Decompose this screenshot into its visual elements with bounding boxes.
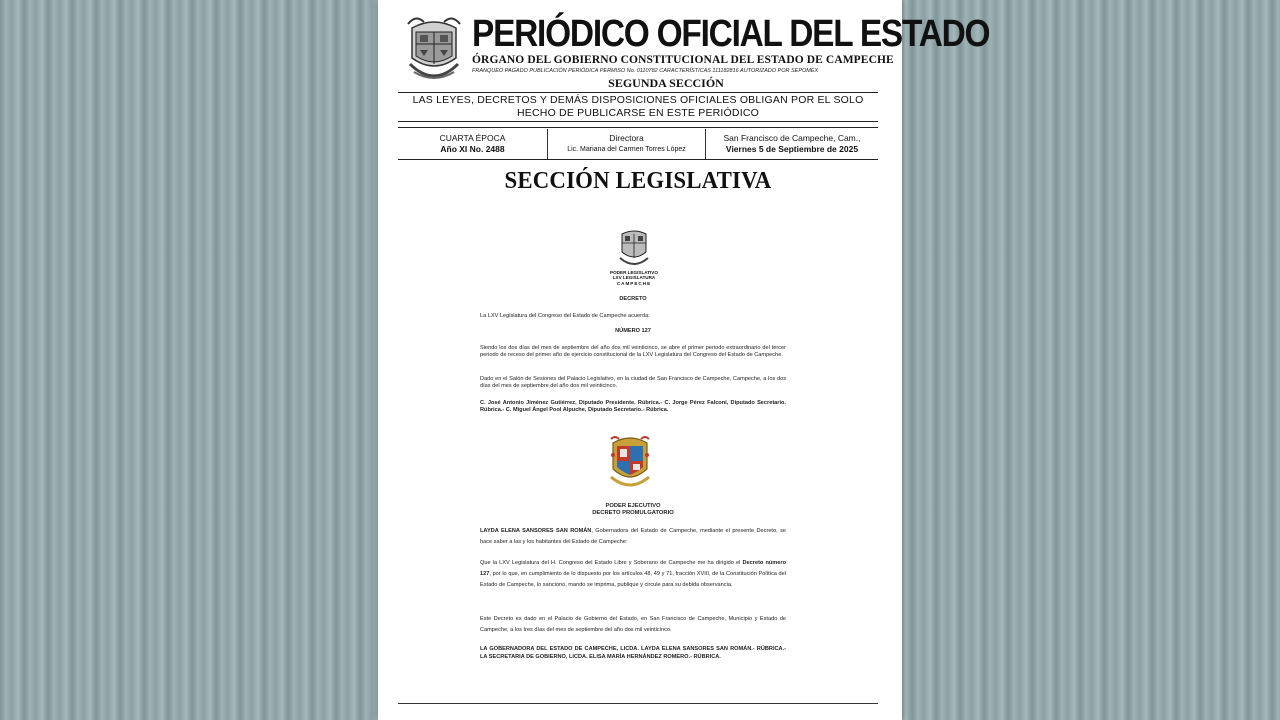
place: San Francisco de Campeche, Cam., bbox=[723, 133, 861, 143]
decree-intro: La LXV Legislatura del Congreso del Estado de Campeche acuerda: bbox=[480, 313, 650, 319]
legislative-section-title: SECCIÓN LEGISLATIVA bbox=[504, 168, 772, 194]
newspaper-title: PERIÓDICO OFICIAL DEL ESTADO bbox=[472, 13, 990, 55]
legal-notice-line2: HECHO DE PUBLICARSE EN ESTE PERIÓDICO bbox=[517, 107, 759, 119]
campeche-coat-of-arms-icon bbox=[607, 435, 653, 491]
decree-signatures: C. José Antonio Jiménez Gutiérrez, Diputado Presidente. Rúbrica.- C. Jorge Pérez Falconi, Diputado Secretario. Rúbrica.- C. Miguel Ángel Pool Alpuche, Diputado Secretario.- Rúbrica. bbox=[480, 400, 786, 414]
footer-divider bbox=[398, 703, 878, 704]
masthead bbox=[402, 10, 990, 92]
infobar-top-rule bbox=[398, 127, 878, 128]
legislature-logo-line1: PODER LEGISLATIVO bbox=[610, 270, 658, 275]
director-info bbox=[548, 129, 706, 159]
infobar-bottom-rule bbox=[398, 159, 878, 160]
executive-heading bbox=[480, 503, 786, 518]
section-label: SEGUNDA SECCIÓN bbox=[608, 76, 724, 90]
issue-epoch bbox=[398, 129, 548, 159]
issue-place-date bbox=[706, 129, 878, 159]
executive-paragraph-3: Este Decreto es dado en el Palacio de Gobierno del Estado, en San Francisco de Campeche, Municipio y Estado de Campeche, a los tres días del mes de septiembre del año dos mil veinticinco. bbox=[480, 616, 786, 633]
decree-paragraph-1: Siendo los dos días del mes de septiembre del año dos mil veinticinco, se abre el primer periodo extraordinario del tercer periodo de receso del primer año de ejercicio constitucional de la LXV Legislatura del Congreso del Estado de Campeche. bbox=[480, 345, 786, 359]
issue-info-bar bbox=[398, 129, 878, 159]
director-label: Directora bbox=[609, 133, 644, 143]
executive-paragraph-1 bbox=[480, 526, 786, 548]
notice-divider bbox=[398, 121, 878, 122]
issue-date: Viernes 5 de Septiembre de 2025 bbox=[725, 144, 859, 154]
legislature-logo-line3: CAMPECHE bbox=[616, 280, 652, 286]
decree-paragraph-2: Dado en el Salón de Sesiones del Palacio Legislativo, en la ciudad de San Francisco de Campeche, Campeche, a los dos días del mes de septiembre del año dos mil veinticinco. bbox=[480, 376, 786, 390]
epoch-label: CUARTA ÉPOCA bbox=[439, 133, 506, 143]
executive-paragraph-2-rest: , por lo que, en cumplimiento de lo dispuesto por los artículos 48, 49 y 71, fracción XVIII, de la Constitución Política del Estado de Campeche, lo sanciono, mando se imprima, publique y circule para su debida observancia. bbox=[480, 571, 786, 588]
postage-permit: FRANQUEO PAGADO PUBLICACIÓN PERIÓDICA PERMISO No. 0110782 CARACTERÍSTICAS 111182816 AUTORIZADO POR SEPOMEX bbox=[472, 68, 819, 74]
executive-signatures: LA GOBERNADORA DEL ESTADO DE CAMPECHE, LICDA. LAYDA ELENA SANSORES SAN ROMÁN.- RÚBRICA.- LA SECRETARIA DE GOBIERNO, LICDA. ELISA MARÍA HERNÁNDEZ ROMERO.- RÚBRICA. bbox=[480, 646, 786, 660]
decree-heading: DECRETO bbox=[619, 296, 647, 302]
promulgation-title: DECRETO PROMULGATORIO bbox=[592, 510, 674, 517]
document-page bbox=[378, 0, 990, 720]
header-divider bbox=[398, 92, 878, 93]
legislature-crest-icon bbox=[617, 228, 651, 268]
executive-paragraph-2-start: Que la LXV Legislatura del H. Congreso del Estado Libre y Soberano de Campeche me ha dirigido el bbox=[480, 560, 743, 566]
decree-reference: Decreto número 127 bbox=[480, 560, 786, 577]
issue-number: Año XI No. 2488 bbox=[440, 144, 505, 154]
executive-paragraph-2 bbox=[480, 558, 786, 591]
executive-paragraph-1-text: , Gobernadora del Estado de Campeche, mediante el presente Decreto, se hace saber a las y los habitantes del Estado de Campeche: bbox=[480, 528, 786, 545]
legal-notice-line1: LAS LEYES, DECRETOS Y DEMÁS DISPOSICIONES OFICIALES OBLIGAN POR EL SOLO bbox=[412, 94, 864, 106]
governor-name: LAYDA ELENA SANSORES SAN ROMÁN bbox=[480, 528, 592, 534]
organ-subtitle: ÓRGANO DEL GOBIERNO CONSTITUCIONAL DEL ESTADO DE CAMPECHE bbox=[472, 54, 894, 66]
director-name: Lic. Mariana del Carmen Torres López bbox=[567, 146, 686, 153]
decree-number: NÚMERO 127 bbox=[615, 328, 651, 334]
legal-notice bbox=[398, 94, 878, 120]
legislature-logo-text bbox=[598, 270, 670, 286]
legislature-logo-line2: LXV LEGISLATURA bbox=[612, 275, 656, 281]
executive-title: PODER EJECUTIVO bbox=[605, 503, 661, 509]
